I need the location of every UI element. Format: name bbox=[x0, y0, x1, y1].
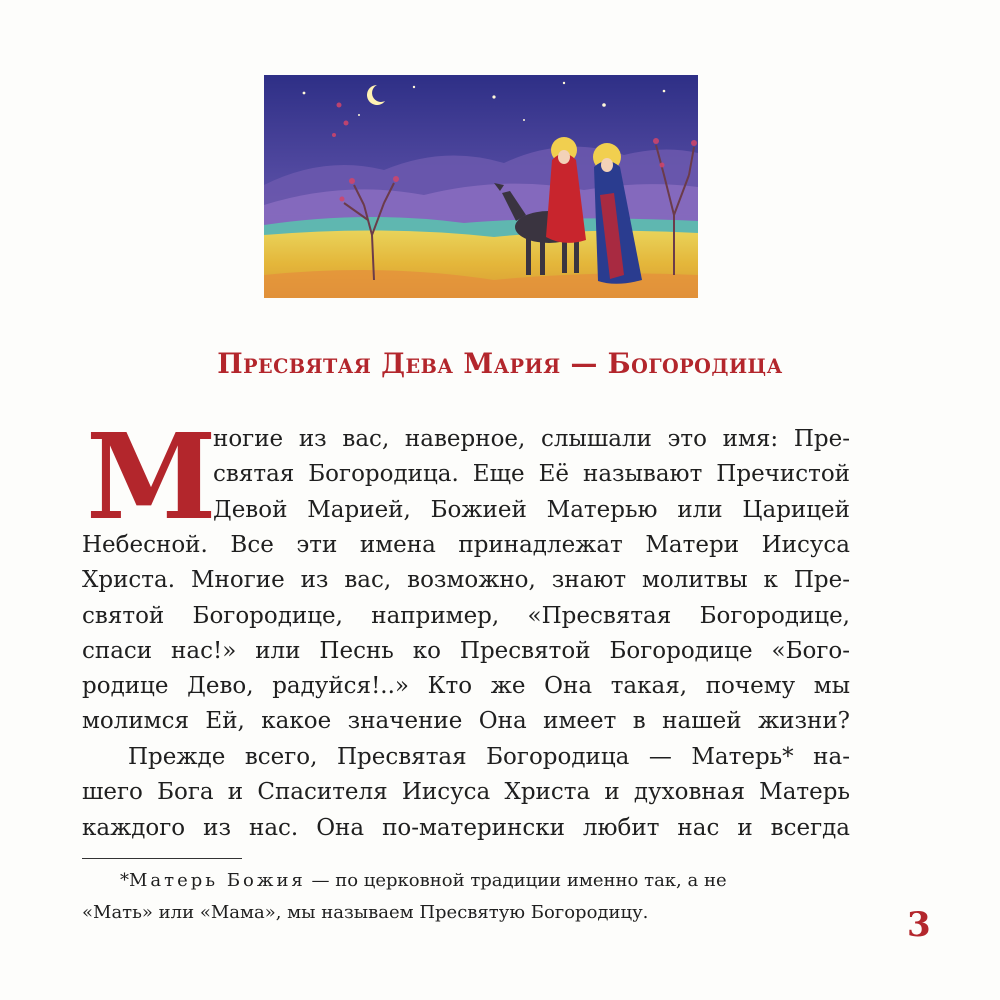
chapter-heading: Пресвятая Дева Мария — Богородица bbox=[217, 347, 783, 380]
text-line: Прежде всего, Пресвятая Богородица — Матерь* на- bbox=[128, 744, 850, 770]
text-line: родице Дево, радуйся!..» Кто же Она такая, почему мы bbox=[82, 673, 850, 699]
text-line: ногие из вас, наверное, слышали это имя: Пре- bbox=[213, 426, 850, 452]
footnote-divider bbox=[82, 858, 242, 859]
text-line: молимся Ей, какое значение Она имеет в нашей жизни? bbox=[82, 708, 850, 734]
text-line: святой Богородице, например, «Пресвятая Богородице, bbox=[82, 603, 850, 629]
footnote-line-2: «Мать» или «Мама», мы называем Пресвятую Богородицу. bbox=[82, 902, 649, 923]
text-line: святая Богородица. Еще Её называют Пречистой bbox=[213, 461, 850, 487]
footnote-term: Матерь Божия bbox=[129, 870, 306, 891]
text-line: Христа. Многие из вас, возможно, знают молитвы к Пре- bbox=[82, 567, 850, 593]
footnote-line-1 bbox=[120, 866, 860, 896]
text-line: каждого из нас. Она по-матерински любит нас и всегда bbox=[82, 815, 850, 841]
footnote-text: — по церковной традиции именно так, а не bbox=[305, 870, 727, 891]
page-number: 3 bbox=[907, 905, 931, 945]
text-line: спаси нас!» или Песнь ко Пресвятой Богородице «Бого- bbox=[82, 638, 850, 664]
footnote-marker: * bbox=[120, 870, 129, 891]
flight-into-egypt-illustration bbox=[264, 75, 698, 298]
drop-cap-letter: М bbox=[86, 407, 217, 546]
text-line: шего Бога и Спасителя Иисуса Христа и духовная Матерь bbox=[82, 779, 850, 805]
text-line: Девой Марией, Божией Матерью или Царицей bbox=[213, 497, 850, 523]
text-line: Небесной. Все эти имена принадлежат Матери Иисуса bbox=[82, 532, 850, 558]
